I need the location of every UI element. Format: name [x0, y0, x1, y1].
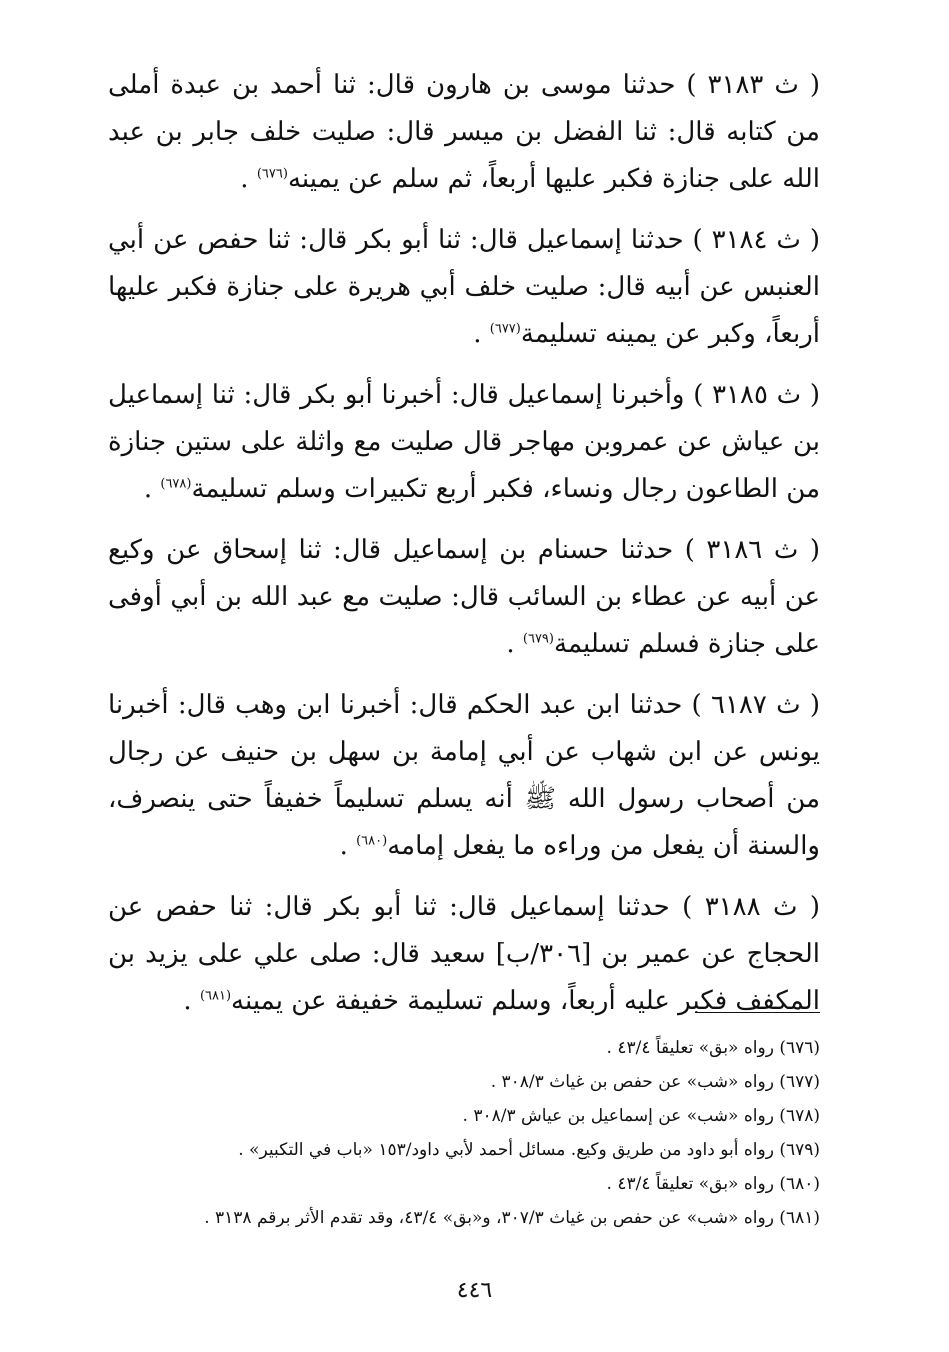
footnote-680: (٦٨٠) رواه «بق» تعليقاً ٤٣/٤ . — [606, 1174, 820, 1194]
footnote-ref-678: (٦٧٨) — [160, 476, 192, 492]
footnote-ref-676: (٦٧٦) — [256, 166, 288, 182]
hadith-text: ( ث ٣١٨٣ ) حدثنا موسى بن هارون قال: ثنا أحمد بن عبدة أملى من كتابه قال: ثنا الفضل بن ميسر قال: صليت خلف جابر بن عبد الله على جنازة فكبر عليها أربعاً، ثم سلم عن يمينه — [108, 70, 820, 194]
footnote-ref-679: (٦٧٩) — [522, 631, 554, 647]
footnotes — [100, 1033, 820, 1237]
footnote-ref-681: (٦٨١) — [199, 988, 232, 1004]
hadith-end: . — [506, 629, 523, 659]
footnote-divider — [695, 1012, 820, 1013]
hadith-6187 — [108, 682, 820, 870]
hadith-3183 — [108, 62, 820, 203]
hadith-text: ( ث ٣١٨٥ ) وأخبرنا إسماعيل قال: أخبرنا أبو بكر قال: ثنا إسماعيل بن عياش عن عمروبن مهاجر قال صليت مع واثلة على ستين جنازة من الطاعون رجال ونساء، فكبر أربع تكبيرات وسلم تسليمة — [108, 380, 821, 504]
footnote-676: (٦٧٦) رواه «بق» تعليقاً ٤٣/٤ . — [606, 1038, 820, 1058]
hadith-3185 — [108, 372, 820, 513]
footnote-681: (٦٨١) رواه «شب» عن حفص بن غياث ٣٠٧/٣، و«بق» ٤٣/٤، وقد تقدم الأثر برقم ٣١٣٨ . — [204, 1208, 820, 1228]
footnote-678: (٦٧٨) رواه «شب» عن إسماعيل بن عياش ٣٠٨/٣ . — [462, 1106, 820, 1126]
hadith-end: . — [143, 474, 161, 504]
hadith-3184 — [108, 217, 820, 358]
footnote-ref-680: (٦٨٠) — [356, 833, 388, 849]
hadith-text: ( ث ٦١٨٧ ) حدثنا ابن عبد الحكم قال: أخبرنا ابن وهب قال: أخبرنا يونس عن ابن شهاب عن أبي إمامة بن سهل بن حنيف عن رجال من أصحاب رسول الله ﷺ أنه يسلم تسليماً خفيفاً حتى ينصرف، والسنة أن يفعل من وراءه ما يفعل إمامه — [108, 690, 820, 861]
hadith-text: ( ث ٣١٨٨ ) حدثنا إسماعيل قال: ثنا أبو بكر قال: ثنا حفص عن الحجاج عن عمير بن [٣٠٦/ب] سعيد قال: صلى علي على يزيد بن المكفف فكبر عليه أربعاً، وسلم تسليمة خفيفة عن يمينه — [108, 892, 820, 1016]
hadith-text: ( ث ٣١٨٤ ) حدثنا إسماعيل قال: ثنا أبو بكر قال: ثنا حفص عن أبي العنبس عن أبيه قال: صليت خلف أبي هريرة على جنازة فكبر عليها أربعاً، وكبر عن يمينه تسليمة — [108, 225, 820, 349]
page-number: ٤٤٦ — [456, 1278, 493, 1303]
footnote-679: (٦٧٩) رواه أبو داود من طريق وكيع. مسائل أحمد لأبي داود/١٥٣ «باب في التكبير» . — [238, 1140, 820, 1160]
hadith-end: . — [473, 319, 490, 349]
hadith-text: ( ث ٣١٨٦ ) حدثنا حسنام بن إسماعيل قال: ثنا إسحاق عن وكيع عن أبيه عن عطاء بن السائب قال: صليت مع عبد الله بن أبي أوفى على جنازة فسلم تسليمة — [108, 535, 820, 659]
hadith-end: . — [240, 164, 257, 194]
hadith-end: . — [183, 986, 200, 1016]
hadith-end: . — [339, 831, 357, 861]
main-text — [108, 62, 820, 1039]
hadith-3186 — [108, 527, 820, 668]
hadith-3188 — [108, 884, 820, 1025]
footnote-ref-677: (٦٧٧) — [489, 321, 521, 337]
footnote-677: (٦٧٧) رواه «شب» عن حفص بن غياث ٣٠٨/٣ . — [490, 1072, 820, 1092]
